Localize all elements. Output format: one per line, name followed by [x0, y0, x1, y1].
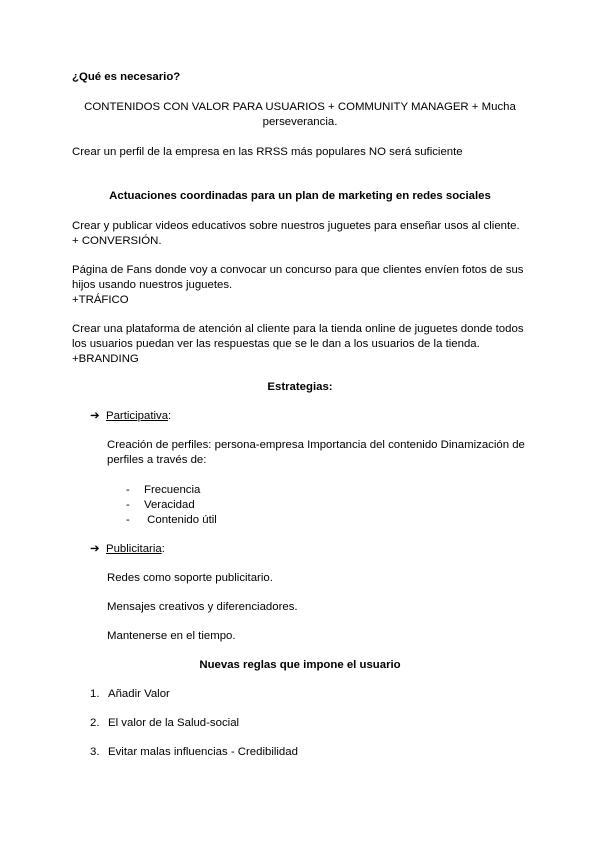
participativa-description [107, 438, 528, 468]
dash-icon: - [126, 499, 130, 511]
actions-heading: Actuaciones coordinadas para un plan de marketing en redes sociales [109, 190, 491, 202]
action-tag: +BRANDING [72, 353, 139, 365]
bullet-text: Veracidad [144, 499, 195, 511]
action-text-line: Página de Fans donde voy a convocar un concurso para que clientes envíen fotos de sus [72, 264, 524, 276]
rule-number: 3. [90, 746, 100, 758]
formula-line-1: CONTENIDOS CON VALOR PARA USUARIOS + COMMUNITY MANAGER + Mucha [84, 101, 516, 113]
action-tag: + CONVERSIÓN. [72, 235, 162, 247]
bullet-item [126, 483, 200, 498]
question-heading: ¿Qué es necesario? [72, 71, 181, 83]
arrow-right-icon: ➔ [90, 543, 100, 555]
strategy-publicitaria [90, 542, 528, 557]
action-item [72, 263, 528, 308]
bullet-text: Frecuencia [144, 484, 201, 496]
rule-item [90, 687, 170, 702]
strategy-label: Publicitaria [106, 543, 162, 555]
publicitaria-paragraph: Mantenerse en el tiempo. [107, 630, 236, 642]
description-line: perfiles a través de: [107, 454, 207, 466]
rule-item [90, 716, 239, 731]
publicitaria-paragraph: Redes como soporte publicitario. [107, 572, 273, 584]
description-line: Creación de perfiles: persona-empresa Importancia del contenido Dinamización de [107, 439, 525, 451]
strategy-label-suffix: : [161, 543, 165, 555]
strategy-participativa [90, 409, 528, 424]
strategy-label-suffix: : [168, 410, 172, 422]
action-text-line: Crear y publicar videos educativos sobre nuestros juguetes para enseñar usos al cliente. [72, 220, 520, 232]
rule-text: Evitar malas influencias - Credibilidad [108, 746, 298, 758]
action-text-line: hijos usando nuestros juguetes. [72, 279, 233, 291]
rules-heading: Nuevas reglas que impone el usuario [199, 659, 401, 671]
publicitaria-paragraph: Mensajes creativos y diferenciadores. [107, 601, 298, 613]
strategies-heading: Estrategias: [267, 381, 333, 393]
rule-text: Añadir Valor [108, 688, 170, 700]
action-text-line: Crear una plataforma de atención al cliente para la tienda online de juguetes donde todos [72, 323, 524, 335]
action-text-line: los usuarios puedan ver las respuestas que se le dan a los usuarios de la tienda. [72, 338, 480, 350]
action-item [72, 219, 528, 249]
rule-item [90, 745, 298, 760]
bullet-item [126, 513, 217, 528]
action-item [72, 322, 528, 367]
rule-number: 1. [90, 688, 100, 700]
formula-paragraph [72, 100, 528, 130]
rule-text: El valor de la Salud-social [108, 717, 240, 729]
strategy-label: Participativa [106, 410, 169, 422]
bullet-item [126, 498, 195, 513]
profile-note: Crear un perfil de la empresa en las RRSS más populares NO será suficiente [72, 146, 463, 158]
dash-icon: - [126, 484, 130, 496]
arrow-right-icon: ➔ [90, 410, 100, 422]
rule-number: 2. [90, 717, 100, 729]
formula-line-2: perseverancia. [262, 116, 338, 128]
bullet-text: Contenido útil [144, 514, 217, 526]
action-tag: +TRÁFICO [72, 294, 129, 306]
dash-icon: - [126, 514, 130, 526]
